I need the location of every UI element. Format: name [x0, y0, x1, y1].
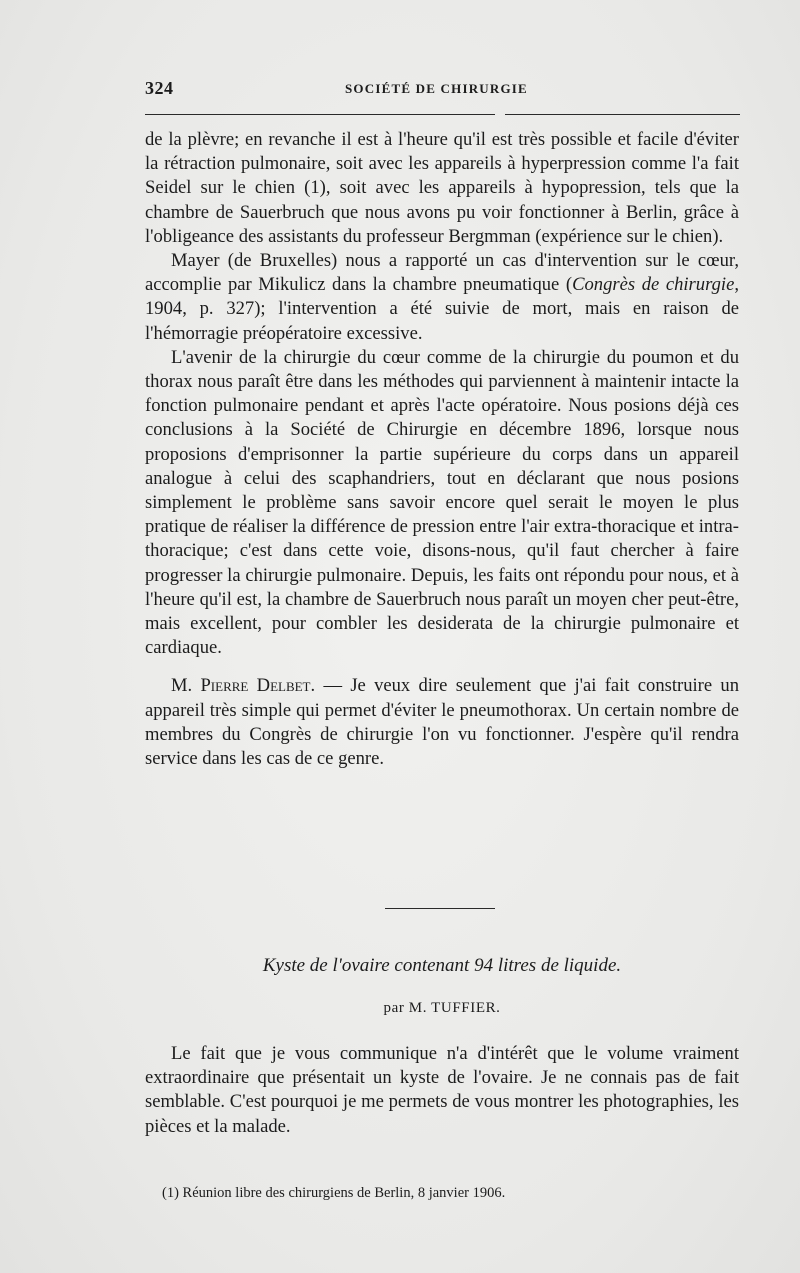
paragraph-mayer [145, 249, 739, 346]
mayer-reference: Congrès de chirurgie [572, 274, 735, 296]
tuffier-text [145, 1042, 739, 1139]
paragraph-avenir: L'avenir de la chirurgie du cœur comme de la chirurgie du poumon et du thorax nous paraît être dans les méthodes qui parviennent à maintenir intacte la fonction pulmonaire pendant et après l'acte opératoire. Nous posions déjà ces conclusions à la Société de Chirurgie en décembre 1896, lorsque nous proposions d'emprisonner la partie supérieure du corps dans un appareil analogue à celui des scaphandriers, tout en déclarant que nous posions simplement le problème sans savoir encore quel serait le moyen le plus pratique de réaliser la différence de pression entre l'air extra-thoracique et intra-thoracique; c'est dans cette voie, disons-nous, qu'il faut chercher à faire progresser la chirurgie pulmonaire. Depuis, les faits ont répondu pour nous, et à l'heure qu'il est, la chambre de Sauerbruch nous paraît un moyen cher peut-être, mais excellent, pour combler les desiderata de la chirurgie pulmonaire et cardiaque. [145, 346, 739, 659]
header-rule-left [145, 114, 495, 115]
running-head: SOCIÉTÉ DE CHIRURGIE [345, 81, 528, 96]
mayer-text-after: , 1904, p. 327); l'intervention a été suivie de mort, mais en raison de l'hémorragie préopératoire excessive. [145, 274, 739, 344]
section-title: Kyste de l'ovaire contenant 94 litres de liquide. [262, 955, 622, 976]
paragraph-delbet [145, 674, 739, 771]
paragraph-continuation: de la plèvre; en revanche il est à l'heure qu'il est très possible et facile d'éviter la rétraction pulmonaire, soit avec les appareils à hyperpression comme l'a fait Seidel sur le chien (1), soit avec les appareils à hypopression, tels que la chambre de Sauerbruch que nous avons pu voir fonctionner à Berlin, grâce à l'obligeance des assistants du professeur Bergmman (expérience sur le chien). [145, 129, 739, 247]
header-rule-right [505, 114, 740, 115]
paragraph-tuffier: Le fait que je vous communique n'a d'intérêt que le volume vraiment extraordinaire que présentait un kyste de l'ovaire. Je ne connais pas de fait semblable. C'est pourquoi je me permets de vous montrer les photographies, les pièces et la malade. [145, 1043, 739, 1137]
section-byline: par M. TUFFIER. [383, 1000, 501, 1016]
section-divider [385, 908, 495, 909]
page-header [145, 78, 740, 102]
footnote: (1) Réunion libre des chirurgiens de Berlin, 8 janvier 1906. [162, 1185, 506, 1201]
main-text [145, 128, 739, 771]
speaker-name: M. Pierre Delbet. [171, 675, 316, 697]
page-number: 324 [145, 78, 174, 98]
delbet-text: — Je veux dire seulement que j'ai fait construire un appareil très simple qui permet d'éviter le pneumothorax. Un certain nombre de membres du Congrès de chirurgie l'on vu fonctionner. J'espère qu'il rendra service dans les cas de ce genre. [145, 675, 739, 770]
mayer-text-before: Mayer (de Bruxelles) nous a rapporté un cas d'intervention sur le cœur, accomplie par Mikulicz dans la chambre pneumatique ( [145, 250, 739, 296]
